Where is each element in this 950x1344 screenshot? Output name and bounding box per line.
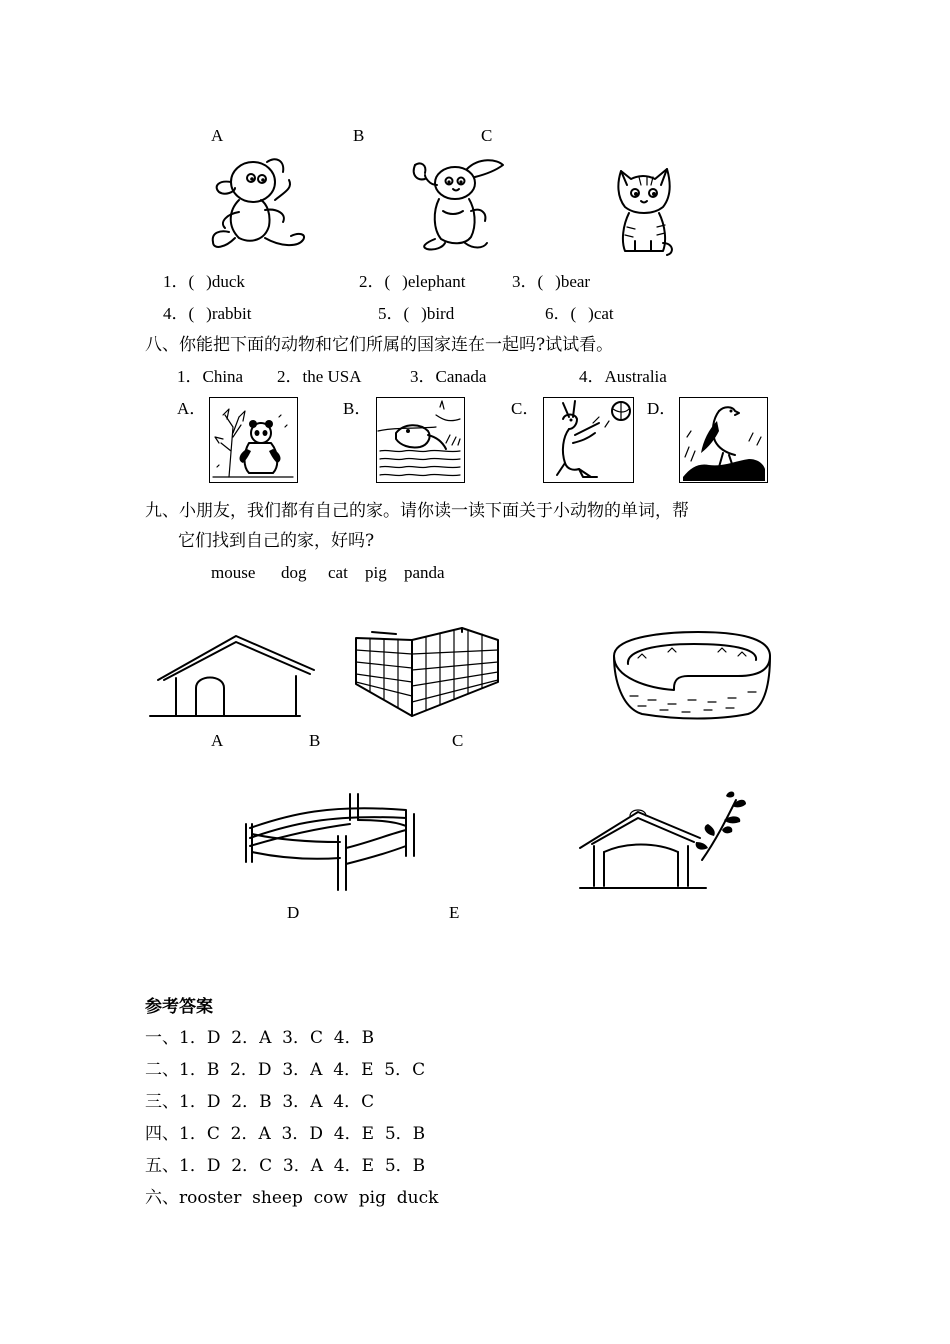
q7-item-2-word: )elephant: [402, 272, 466, 291]
q8-label-a: A．: [177, 399, 207, 418]
cat-illustration: [611, 163, 677, 259]
q7-item-1-word: )duck: [206, 272, 245, 291]
q7-item-2: [359, 272, 465, 292]
q8-country-china: 1．China: [177, 367, 244, 386]
q7-item-1: [163, 272, 245, 292]
q7-item-3-num: 3．(: [512, 272, 544, 291]
beaver-illustration: [376, 397, 465, 483]
house-d-illustration: [240, 790, 420, 894]
answer-line-4: 四、1．C 2．A 3．D 4．E 5．B: [145, 1124, 426, 1144]
house-label-e: E: [449, 903, 460, 922]
q8-country-usa: 2．the USA: [277, 367, 362, 386]
q8-label-d: D．: [647, 399, 677, 418]
answer-line-1: 一、1．D 2．A 3．C 4．B: [145, 1028, 375, 1048]
q8-label-c: C．: [511, 399, 540, 418]
q7-item-6: [545, 304, 614, 324]
house-label-c: C: [452, 731, 464, 750]
q8-label-b: B．: [343, 399, 372, 418]
answers-heading: 参考答案: [145, 997, 213, 1017]
house-e-illustration: [576, 790, 752, 890]
eagle-illustration: [679, 397, 768, 483]
q8-title: 八、你能把下面的动物和它们所属的国家连在一起吗?试试看。: [145, 335, 614, 355]
pic-label-c: C: [481, 126, 493, 145]
q8-country-canada: 3．Canada: [410, 367, 487, 386]
q7-item-4-word: )rabbit: [206, 304, 252, 323]
q7-item-4-num: 4．(: [163, 304, 195, 323]
house-label-d: D: [287, 903, 300, 922]
answer-line-6: 六、rooster sheep cow pig duck: [145, 1188, 439, 1208]
q9-word-cat: cat: [328, 563, 348, 582]
q9-title-line-2: 它们找到自己的家，好吗?: [178, 531, 375, 551]
answer-line-3: 三、1．D 2．B 3．A 4．C: [145, 1092, 375, 1112]
pic-label-b: B: [353, 126, 365, 145]
q7-item-2-num: 2．(: [359, 272, 391, 291]
q7-item-6-num: 6．(: [545, 304, 577, 323]
house-label-b: B: [309, 731, 321, 750]
house-b-illustration: [352, 624, 502, 720]
house-a-illustration: [150, 632, 318, 720]
panda-illustration: [209, 397, 298, 483]
q7-item-5-num: 5．(: [378, 304, 410, 323]
q9-word-mouse: mouse: [211, 563, 256, 582]
kangaroo-illustration: [543, 397, 634, 483]
house-label-a: A: [211, 731, 224, 750]
pic-label-a: A: [211, 126, 224, 145]
q9-word-dog: dog: [281, 563, 307, 582]
q7-item-1-num: 1．(: [163, 272, 195, 291]
answer-line-2: 二、1．B 2．D 3．A 4．E 5．C: [145, 1060, 426, 1080]
q9-title-line-1: 九、小朋友，我们都有自己的家。请你读一读下面关于小动物的单词，帮: [145, 501, 689, 521]
q9-word-pig: pig: [365, 563, 387, 582]
q7-item-4: [163, 304, 252, 324]
q7-item-5-word: )bird: [421, 304, 455, 323]
q7-item-6-word: )cat: [588, 304, 614, 323]
q7-item-5: [378, 304, 454, 324]
q9-word-panda: panda: [404, 563, 445, 582]
house-c-illustration: [608, 630, 774, 720]
rabbit-illustration: [407, 155, 517, 253]
answer-line-5: 五、1．D 2．C 3．A 4．E 5．B: [145, 1156, 426, 1176]
q7-item-3: [512, 272, 590, 292]
q8-country-australia: 4．Australia: [579, 367, 667, 386]
q7-item-3-word: )bear: [555, 272, 591, 291]
duck-illustration: [205, 152, 310, 258]
